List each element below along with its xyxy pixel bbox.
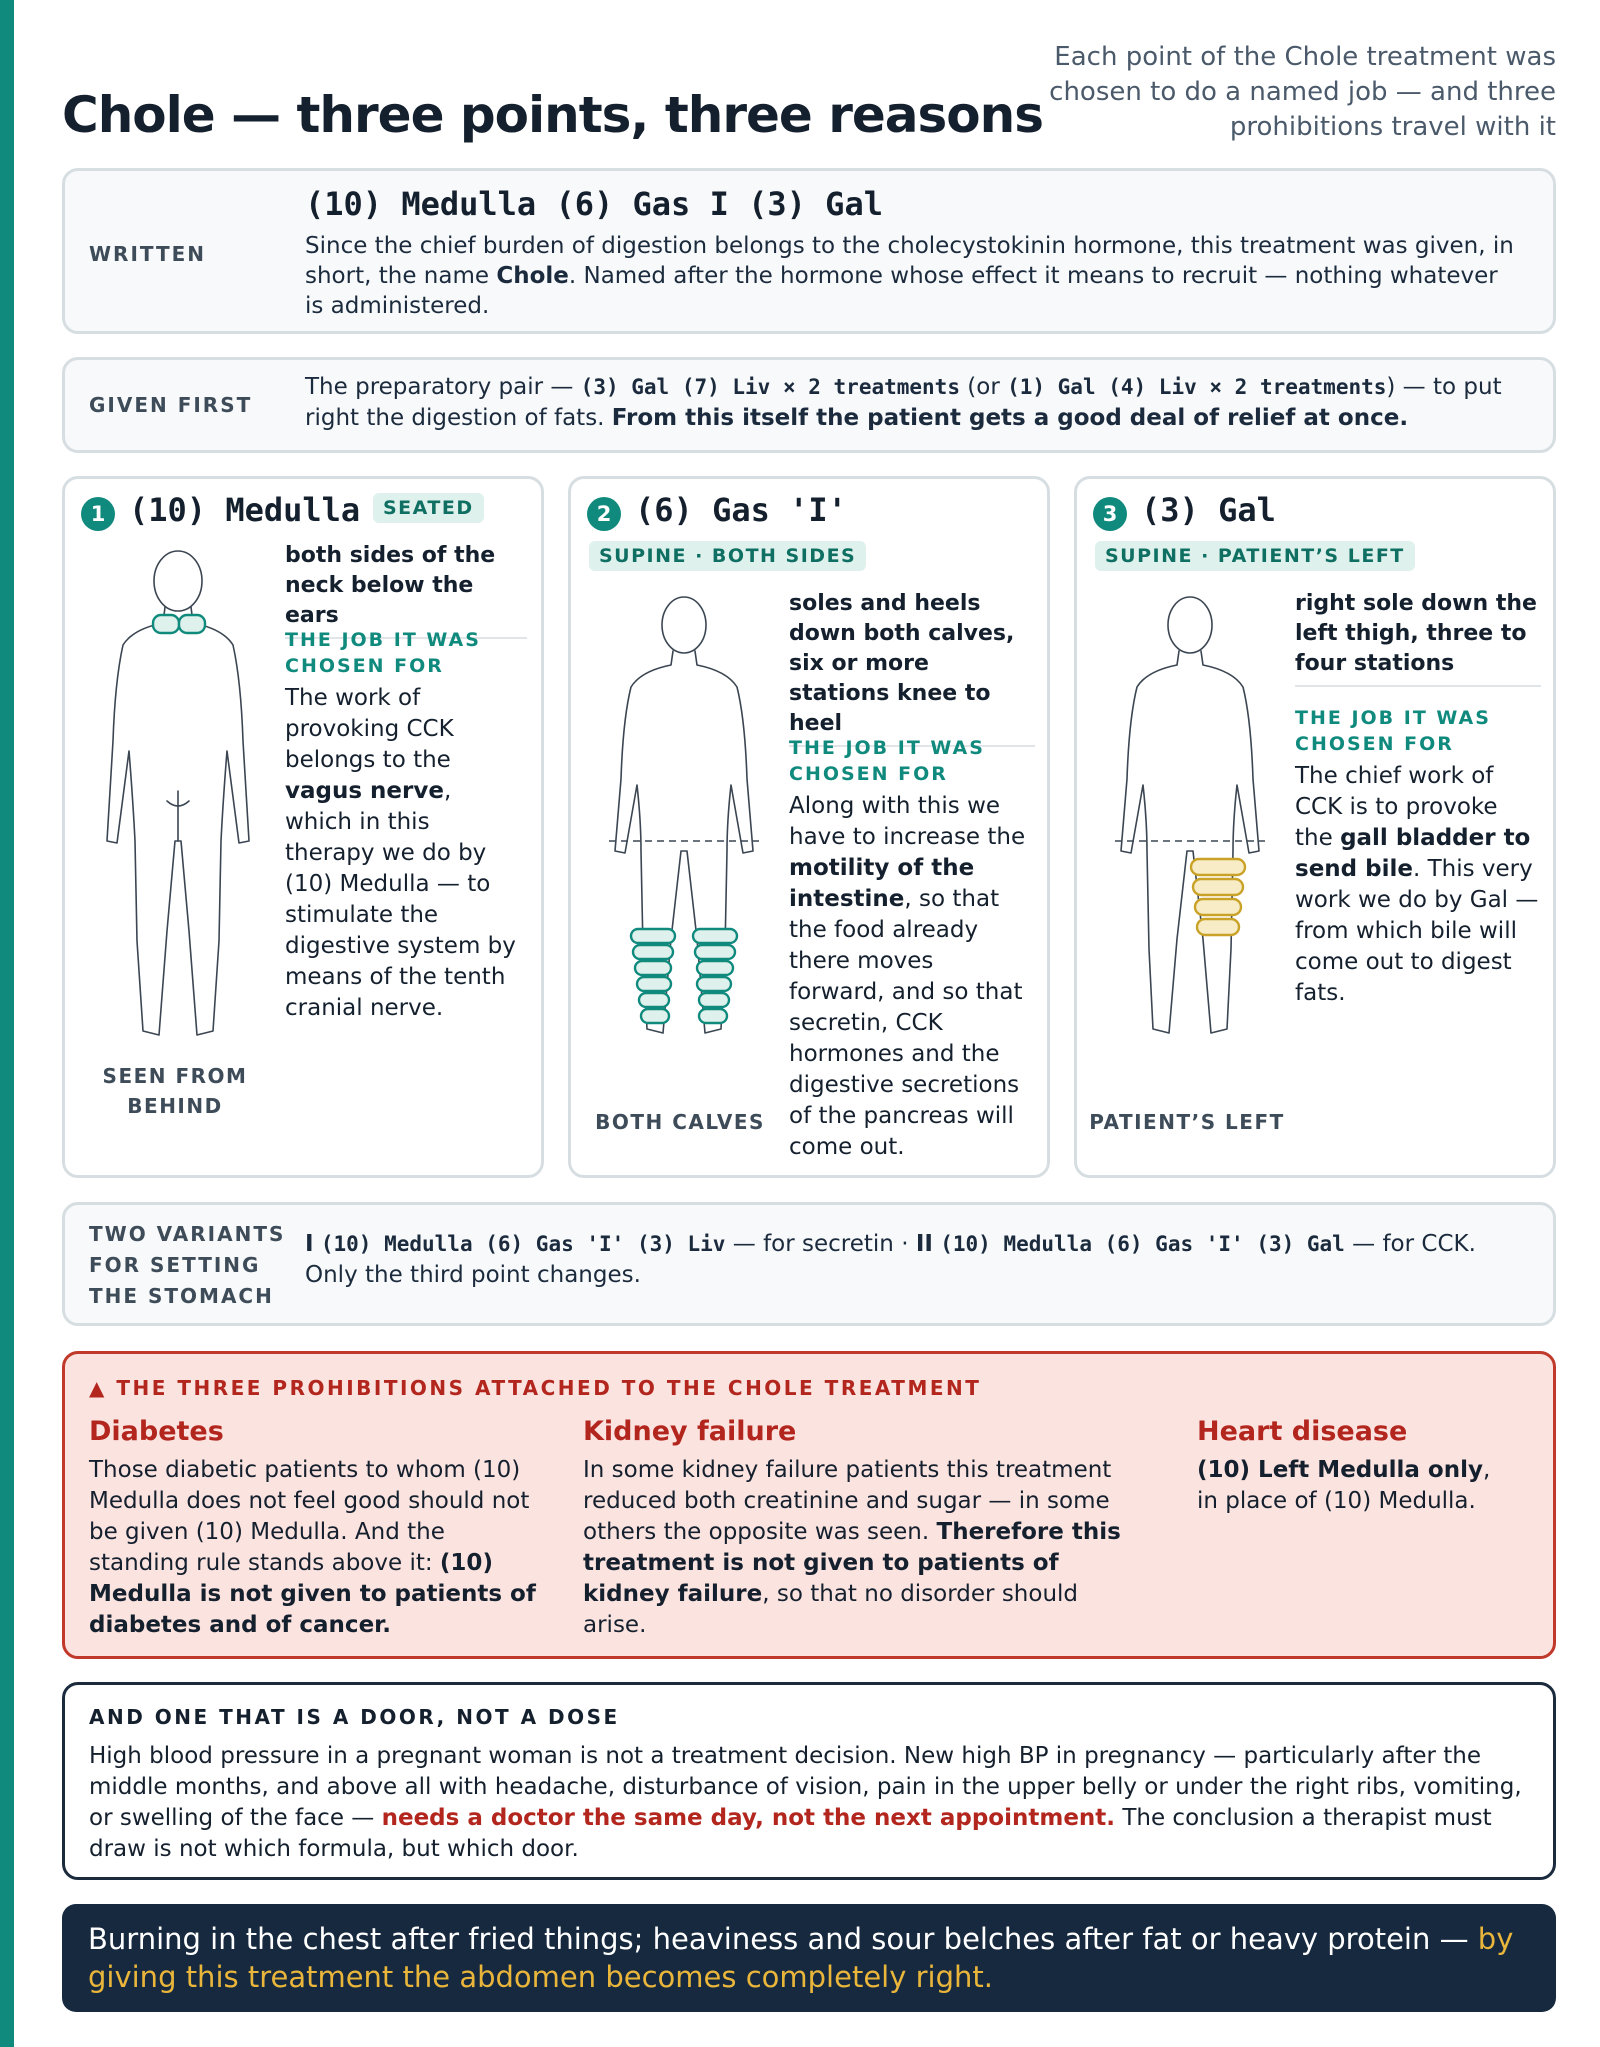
prohibition-name: Kidney failure — [583, 1416, 797, 1447]
prohibitions-panel — [62, 1351, 1556, 1659]
point-card-gas — [568, 476, 1050, 1178]
job-text: Along with this we have to increase the motility of the intestine, so that the food already there moves forward, and so that secretin, CCK hormones and the digestive secretions of the pancreas will come out. — [789, 793, 1026, 1160]
written-panel — [62, 168, 1556, 334]
prohibition-text: Those diabetic patients to whom (10) Medulla does not feel good should not be given (10) Medulla. And the standing rule stands above it: (10) Medulla is not given to patients of diabetes and of cancer. — [89, 1457, 536, 1638]
given-first-panel — [62, 357, 1556, 453]
point-number-badge: 3 — [1093, 497, 1127, 531]
banner-highlight: by giving this treatment the abdomen becomes completely right. — [88, 1922, 1514, 1994]
prohibition-diabetes — [89, 1416, 549, 1641]
point-title: (10) Medulla — [129, 491, 361, 529]
point-location: soles and heels down both calves, six or more stations knee to heel — [789, 589, 1035, 747]
prohibition-name: Diabetes — [89, 1416, 224, 1447]
position-badge: SEATED — [373, 493, 484, 523]
point-card-medulla — [62, 476, 544, 1178]
prohibitions-label: ▲ THE THREE PROHIBITIONS ATTACHED TO THE CHOLE TREATMENT — [89, 1376, 982, 1400]
given-first-label: GIVEN FIRST — [89, 393, 253, 417]
page-title: Chole — three points, three reasons — [62, 86, 1043, 144]
page-subtitle: Each point of the Chole treatment was chosen to do a named job — and three prohibitions travel with it — [1049, 42, 1556, 142]
written-label: WRITTEN — [89, 242, 207, 266]
job-text: The chief work of CCK is to provoke the gall bladder to send bile. This very work we do by Gal — from which bile will come out to digest fats. — [1295, 763, 1539, 1006]
given-first-text: The preparatory pair — (3) Gal (7) Liv × 2 treatments (or (1) Gal (4) Liv × 2 treatments) — to put right the digestion of fats. From this itself the patient gets a good deal of relief at once. — [305, 374, 1502, 431]
job-label: THE JOB IT WAS CHOSEN FOR — [1295, 707, 1491, 755]
variant-formula-1: (10) Medulla (6) Gas 'I' (3) Liv — [320, 1232, 726, 1256]
banner-text: Burning in the chest after fried things; heaviness and sour belches after fat or heavy protein — by giving this treatment the abdomen becomes completely right. — [88, 1922, 1514, 1994]
point-number-badge: 1 — [81, 497, 115, 531]
body-back-figure — [83, 541, 273, 1081]
body-front-figure — [589, 589, 779, 1079]
prohibition-text: In some kidney failure patients this treatment reduced both creatinine and sugar — in some others the opposite was seen. Therefore this treatment is not given to patients of kidney failure, so that no disorder should arise. — [583, 1457, 1121, 1638]
figure-caption: BOTH CALVES — [595, 1110, 765, 1134]
point-title: (6) Gas 'I' — [635, 491, 847, 529]
variants-text: I (10) Medulla (6) Gas 'I' (3) Liv — for secretin · II (10) Medulla (6) Gas 'I' (3) Gal — for CCK. Only the third point changes. — [305, 1231, 1476, 1288]
door-panel — [62, 1682, 1556, 1880]
treatment-name: Chole — [496, 263, 569, 289]
job-label: THE JOB IT WAS CHOSEN FOR — [285, 629, 481, 677]
variants-label: TWO VARIANTS FOR SETTING THE STOMACH — [89, 1222, 286, 1308]
variants-panel — [62, 1202, 1556, 1326]
position-badge: SUPINE · PATIENT’S LEFT — [1095, 541, 1415, 571]
figure-caption: SEEN FROM BEHIND — [102, 1064, 248, 1118]
job-text: The work of provoking CCK belongs to the vagus nerve, which in this therapy we do by (10) Medulla — to stimulate the digestive system by means of the tenth cranial nerve. — [285, 685, 516, 1021]
door-text: High blood pressure in a pregnant woman is not a treatment decision. New high BP in pregnancy — particularly after the middle months, and above all with headache, disturbance of vision, pain in the upper belly or under the right ribs, vomiting, or swelling of the face — needs a doctor the same day, not the next appointment. The conclusion a therapist must draw is not which formula, but which door. — [89, 1743, 1522, 1862]
prohibition-heart — [1197, 1416, 1517, 1517]
position-badge: SUPINE · BOTH SIDES — [589, 541, 866, 571]
prohibition-kidney — [583, 1416, 1143, 1641]
variant-formula-2: (10) Medulla (6) Gas 'I' (3) Gal — [940, 1232, 1345, 1256]
point-location: both sides of the neck below the ears — [285, 541, 527, 639]
door-label: AND ONE THAT IS A DOOR, NOT A DOSE — [89, 1705, 620, 1729]
prohibition-text: (10) Left Medulla only, in place of (10) Medulla. — [1197, 1457, 1491, 1514]
page-header — [62, 34, 1556, 152]
written-formula: (10) Medulla (6) Gas I (3) Gal — [305, 185, 883, 223]
prohibition-name: Heart disease — [1197, 1416, 1408, 1447]
job-label: THE JOB IT WAS CHOSEN FOR — [789, 737, 985, 785]
written-text: Since the chief burden of digestion belongs to the cholecystokinin hormone, this treatment was given, in short, the name Chole. Named after the hormone whose effect it means to recruit — nothing whatever is administered. — [305, 233, 1514, 319]
urgent-warning: needs a doctor the same day, not the next appointment. — [381, 1805, 1116, 1831]
accent-bar — [0, 0, 14, 2047]
figure-caption: PATIENT’S LEFT — [1089, 1110, 1285, 1134]
point-location: right sole down the left thigh, three to four stations — [1295, 589, 1541, 687]
point-card-gal — [1074, 476, 1556, 1178]
body-front-figure — [1095, 589, 1285, 1079]
preparatory-formula-1: (3) Gal (7) Liv × 2 treatments — [580, 375, 960, 399]
summary-banner — [62, 1904, 1556, 2012]
point-title: (3) Gal — [1141, 491, 1276, 529]
preparatory-formula-2: (1) Gal (4) Liv × 2 treatments — [1007, 375, 1387, 399]
point-number-badge: 2 — [587, 497, 621, 531]
